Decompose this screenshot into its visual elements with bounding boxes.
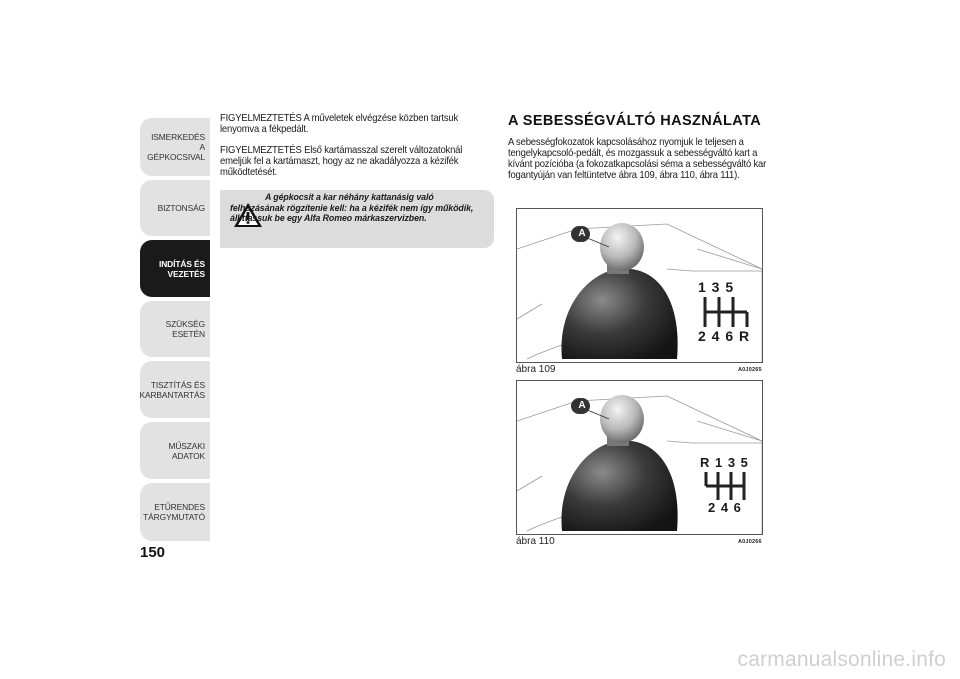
section-heading: A SEBESSÉGVÁLTÓ HASZNÁLATA	[508, 113, 762, 129]
gearbox-instructions: A sebességfokozatok kapcsolásához nyomjuk le teljesen a tengelykapcsoló-pedált, és mozgassuk a sebességváltó kart a kívánt pozícióba (a fokozatkapcsolási séma a sebességváltó kar fogantyúján van feltüntetve ábra 109, ábra 110, ábra 111).	[508, 137, 767, 181]
watermark: carmanualsonline.info	[737, 648, 946, 671]
figure-109-label: A	[574, 226, 590, 242]
tab-technical-data[interactable]: MŰSZAKI ADATOK	[140, 422, 210, 479]
left-column	[220, 113, 494, 188]
figure-110-caption: ábra 110	[516, 536, 555, 547]
warning-paragraph-1: FIGYELMEZTETÉS A műveletek elvégzése közben tartsuk lenyomva a fékpedált.	[220, 113, 459, 135]
tab-getting-to-know[interactable]: ISMERKEDÉS A GÉPKOCSIVAL	[140, 118, 210, 176]
figure-110-label: A	[574, 398, 590, 414]
tab-emergency[interactable]: SZÜKSÉG ESETÉN	[140, 301, 210, 357]
tab-safety[interactable]: BIZTONSÁG	[140, 180, 210, 236]
figure-109-bottom-gears: 2 4 6 R	[698, 328, 751, 344]
shift-pattern-icon-110	[703, 472, 749, 500]
figure-110-top-gears: R 1 3 5	[700, 455, 749, 470]
figure-109-top-gears: 1 3 5	[698, 279, 735, 295]
tab-cleaning-maintenance[interactable]: TISZTÍTÁS ÉS KARBANTARTÁS	[140, 361, 210, 418]
tab-index[interactable]: ETŰRENDES TÁRGYMUTATÓ	[140, 483, 210, 541]
figure-110-code: A0J0266	[738, 539, 762, 545]
tab-starting-driving[interactable]: INDÍTÁS ÉS VEZETÉS	[140, 240, 210, 297]
figure-109-code: A0J0265	[738, 367, 762, 373]
figure-110-bottom-gears: 2 4 6	[708, 500, 742, 515]
warning-text: A gépkocsit a kar néhány kattanásig való felhúzásának rögzítenie kell: ha a kézifék nem így működik, állíttassuk be egy Alfa Romeo márkaszervizben.	[230, 192, 474, 225]
shift-pattern-icon-109	[702, 297, 752, 327]
page-number: 150	[140, 544, 166, 561]
figure-109-caption: ábra 109	[516, 364, 556, 375]
warning-box	[220, 190, 494, 248]
warning-paragraph-2: FIGYELMEZTETÉS Első kartámasszal szerelt változatoknál emeljük fel a kartámaszt, hogy az ne akadályozza a kézifék működtetését.	[220, 145, 463, 178]
